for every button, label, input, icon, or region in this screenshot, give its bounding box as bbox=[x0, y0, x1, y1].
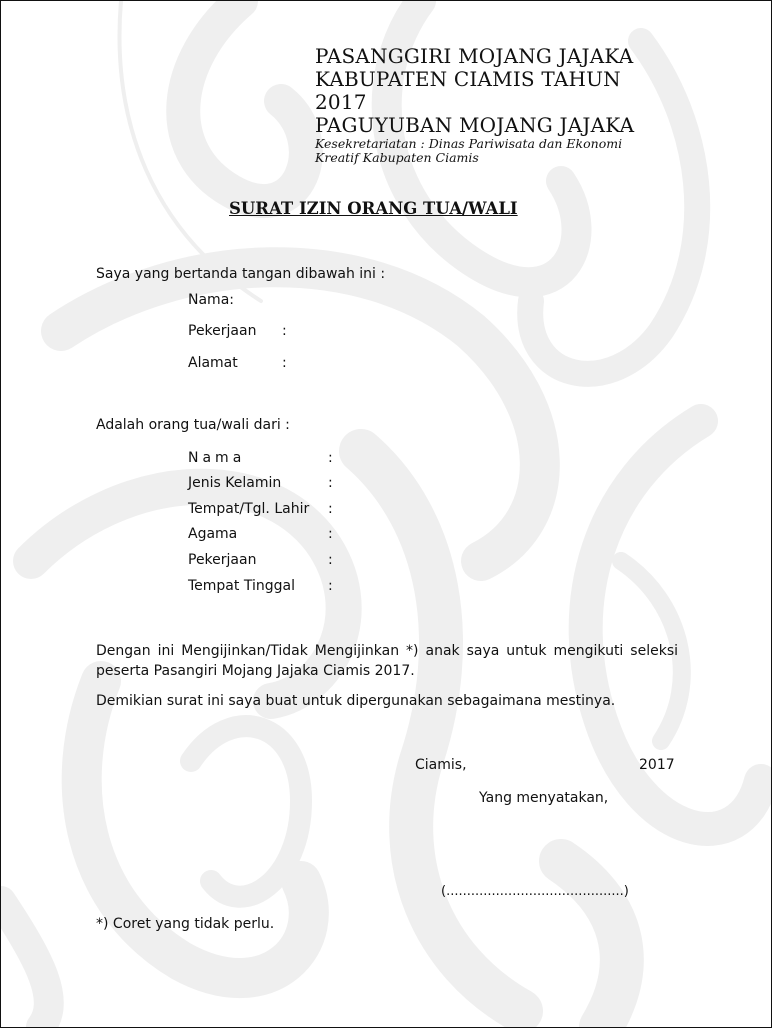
document-title: SURAT IZIN ORANG TUA/WALI bbox=[229, 199, 518, 218]
child-field-residence-colon: : bbox=[328, 578, 333, 594]
signer-field-occupation-colon: : bbox=[282, 323, 287, 339]
letterhead-title-line-3: 2017 bbox=[315, 90, 367, 114]
closing-paragraph: Demikian surat ini saya buat untuk dipergunakan sebagaimana mestinya. bbox=[96, 693, 616, 709]
child-field-religion-colon: : bbox=[328, 526, 333, 542]
letterhead-title-line-2: KABUPATEN CIAMIS TAHUN bbox=[315, 67, 621, 91]
footnote: *) Coret yang tidak perlu. bbox=[96, 916, 275, 932]
letterhead-secretariat-line-2: Kreatif Kabupaten Ciamis bbox=[315, 150, 479, 165]
signature-statement: Yang menyatakan, bbox=[479, 790, 609, 806]
letterhead-organization: PAGUYUBAN MOJANG JAJAKA bbox=[315, 113, 635, 137]
child-field-name-label: Nama bbox=[188, 450, 246, 466]
signer-intro: Saya yang bertanda tangan dibawah ini : bbox=[96, 266, 386, 282]
permission-paragraph: Dengan ini Mengijinkan/Tidak Mengijinkan *) anak saya untuk mengikuti seleksi peserta Pasangiri Mojang Jajaka Ciamis 2017. bbox=[96, 643, 678, 679]
signer-field-address-colon: : bbox=[282, 355, 287, 371]
signer-field-occupation-label: Pekerjaan bbox=[188, 323, 257, 339]
signer-field-name-label: Nama: bbox=[188, 292, 234, 308]
child-field-birth-colon: : bbox=[328, 501, 333, 517]
child-field-gender-colon: : bbox=[328, 475, 333, 491]
signature-year: 2017 bbox=[639, 757, 675, 773]
child-intro: Adalah orang tua/wali dari : bbox=[96, 417, 290, 433]
child-field-name-colon: : bbox=[328, 450, 333, 466]
child-field-occupation-colon: : bbox=[328, 552, 333, 568]
signer-field-address-label: Alamat bbox=[188, 355, 238, 371]
letterhead-title-line-1: PASANGGIRI MOJANG JAJAKA bbox=[315, 44, 634, 68]
child-field-religion-label: Agama bbox=[188, 526, 238, 542]
child-field-occupation-label: Pekerjaan bbox=[188, 552, 257, 568]
child-field-residence-label: Tempat Tinggal bbox=[188, 578, 295, 594]
letterhead-secretariat-line-1: Kesekretariatan : Dinas Pariwisata dan Ekonomi bbox=[315, 136, 623, 151]
signature-place: Ciamis, bbox=[415, 757, 467, 773]
signature-name-line: (...........................................) bbox=[441, 884, 629, 899]
letterhead bbox=[315, 45, 715, 165]
child-field-birth-label: Tempat/Tgl. Lahir bbox=[188, 501, 310, 517]
child-field-gender-label: Jenis Kelamin bbox=[188, 475, 282, 491]
